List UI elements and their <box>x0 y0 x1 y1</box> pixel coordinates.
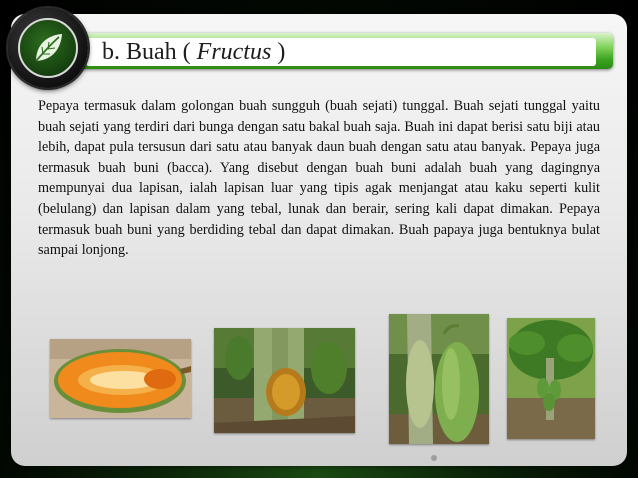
papaya-halved-photo <box>50 339 191 418</box>
papaya-plant-photo <box>507 318 595 439</box>
slide-title <box>102 37 285 67</box>
title-suffix: ) <box>271 39 286 65</box>
decorative-dot <box>431 455 437 461</box>
green-papaya-fruit-photo <box>389 314 489 444</box>
title-latin: Fructus <box>196 39 272 65</box>
papaya-tree-trunk-photo <box>214 328 355 433</box>
leaf-icon <box>28 28 68 68</box>
title-prefix: b. Buah ( <box>102 39 197 65</box>
body-paragraph: Pepaya termasuk dalam golongan buah sungguh (buah sejati) tunggal. Buah sejati tunggal yaitu buah sejati yang terdiri dari bunga dengan satu bakal buah saja. Buah ini dapat berisi satu biji atau lebih, dapat pula tersusun dari satu atau banyak daun buah dengan satu atau banyak. Pepaya juga termasuk buah buni (bacca). Yang disebut dengan buah buni adalah buah yang dagingnya mempunyai dua lapisan, ialah lapisan luar yang tipis agak menjangat atau kaku seperti kulit (belulang) dan lapisan dalam yang tebal, lunak dan berair, sering kali dapat dimakan. Pepaya termasuk buah buni yang berdiding tebal dan dapat dimakan. Buah papaya juga bentuknya bulat sampai lonjong. <box>38 98 600 259</box>
